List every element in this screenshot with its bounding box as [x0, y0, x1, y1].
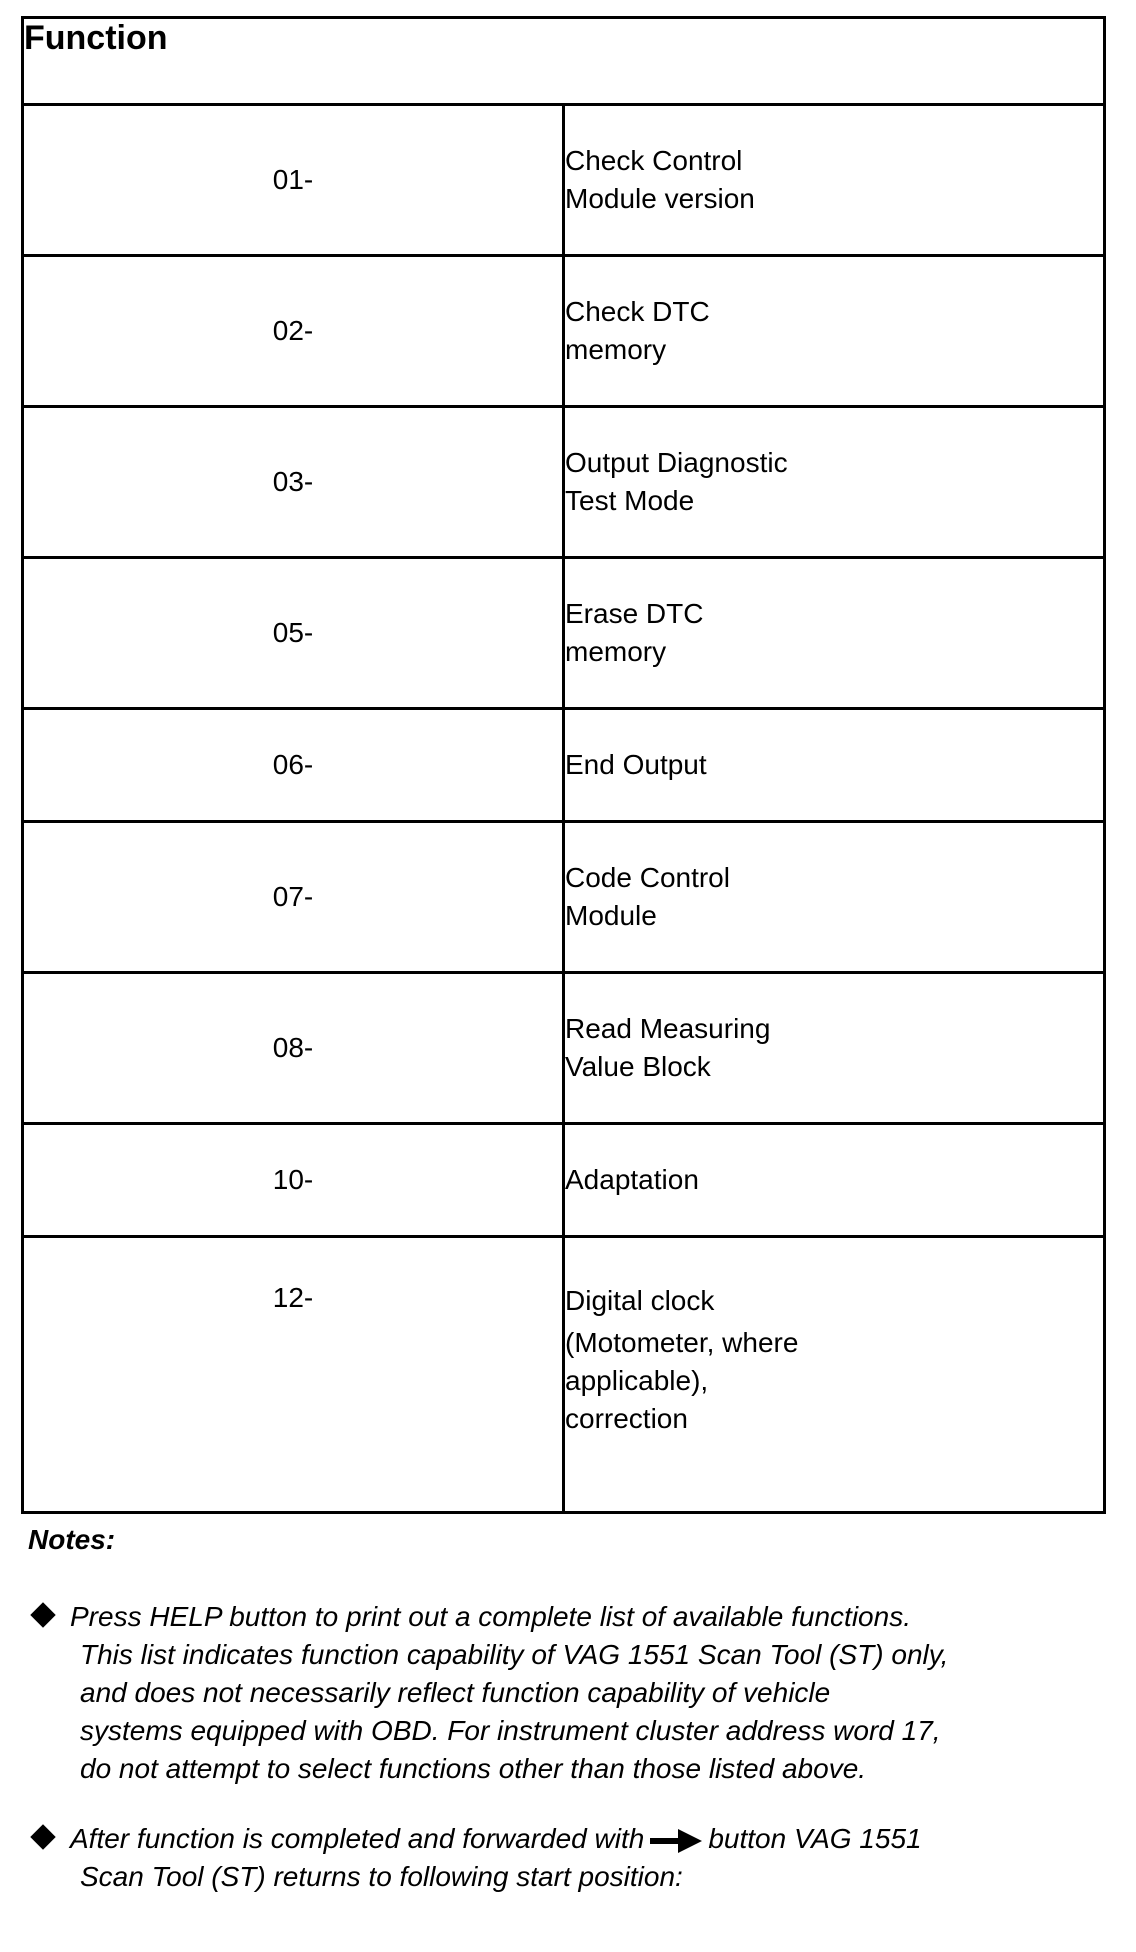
description-line: Module: [565, 900, 657, 931]
note-line: do not attempt to select functions other than those listed above.: [80, 1753, 867, 1784]
description-line: Module version: [565, 183, 755, 214]
description-line: Check Control: [565, 145, 743, 176]
table-row: [23, 709, 1105, 822]
function-description: [564, 105, 1105, 256]
description-line: Test Mode: [565, 485, 695, 516]
function-description: [564, 407, 1105, 558]
table-header: Function: [23, 18, 1105, 105]
note-line: Scan Tool (ST) returns to following start position:: [80, 1861, 683, 1892]
diamond-bullet-icon: [30, 1824, 55, 1849]
table-row: [23, 822, 1105, 973]
description-line: Read Measuring: [565, 1013, 771, 1044]
notes-section: [28, 1524, 1118, 1928]
notes-title: Notes:: [28, 1524, 116, 1555]
function-description: [564, 558, 1105, 709]
diamond-bullet-icon: [30, 1602, 55, 1627]
description-line: (Motometer, where: [565, 1327, 799, 1358]
function-code: 12-: [23, 1237, 564, 1513]
description-line: Output Diagnostic: [565, 447, 788, 478]
note-line: systems equipped with OBD. For instrument cluster address word 17,: [80, 1715, 941, 1746]
table-row: [23, 558, 1105, 709]
function-code: 05-: [23, 558, 564, 709]
description-line: Value Block: [565, 1051, 711, 1082]
note-line: [70, 1820, 1118, 1858]
note-start-position: [28, 1820, 1118, 1896]
note-text: After function is completed and forwarded with: [70, 1823, 645, 1854]
function-table: [21, 16, 1106, 1514]
description-line: memory: [565, 636, 667, 667]
description-line: Check DTC: [565, 296, 710, 327]
function-description: [564, 822, 1105, 973]
description-line: correction: [565, 1403, 688, 1434]
note-line: and does not necessarily reflect function capability of vehicle: [80, 1677, 831, 1708]
table-row: [23, 973, 1105, 1124]
note-line: This list indicates function capability of VAG 1551 Scan Tool (ST) only,: [80, 1639, 949, 1670]
description-line: Code Control: [565, 862, 730, 893]
function-code: 06-: [23, 709, 564, 822]
table-header-row: [23, 18, 1105, 105]
function-code: 07-: [23, 822, 564, 973]
note-text: button VAG 1551: [708, 1823, 922, 1854]
function-code: 03-: [23, 407, 564, 558]
table-row: [23, 1124, 1105, 1237]
description-line: End Output: [565, 749, 707, 780]
right-arrow-icon: [650, 1829, 702, 1853]
description-line: applicable),: [565, 1365, 709, 1396]
note-help-button: [28, 1598, 1118, 1788]
note-line: Press HELP button to print out a complete list of available functions.: [70, 1601, 911, 1632]
table-row: [23, 256, 1105, 407]
function-code: 01-: [23, 105, 564, 256]
function-code: 08-: [23, 973, 564, 1124]
description-line: Adaptation: [565, 1164, 699, 1195]
function-description: [564, 256, 1105, 407]
table-row: [23, 407, 1105, 558]
table-row: [23, 1237, 1105, 1513]
function-code: 02-: [23, 256, 564, 407]
function-description: [564, 1124, 1105, 1237]
function-description: [564, 1237, 1105, 1513]
function-description: [564, 973, 1105, 1124]
function-description: [564, 709, 1105, 822]
description-line: memory: [565, 334, 667, 365]
function-code: 10-: [23, 1124, 564, 1237]
description-line: Erase DTC: [565, 598, 704, 629]
description-line: Digital clock: [565, 1285, 715, 1316]
table-row: [23, 105, 1105, 256]
